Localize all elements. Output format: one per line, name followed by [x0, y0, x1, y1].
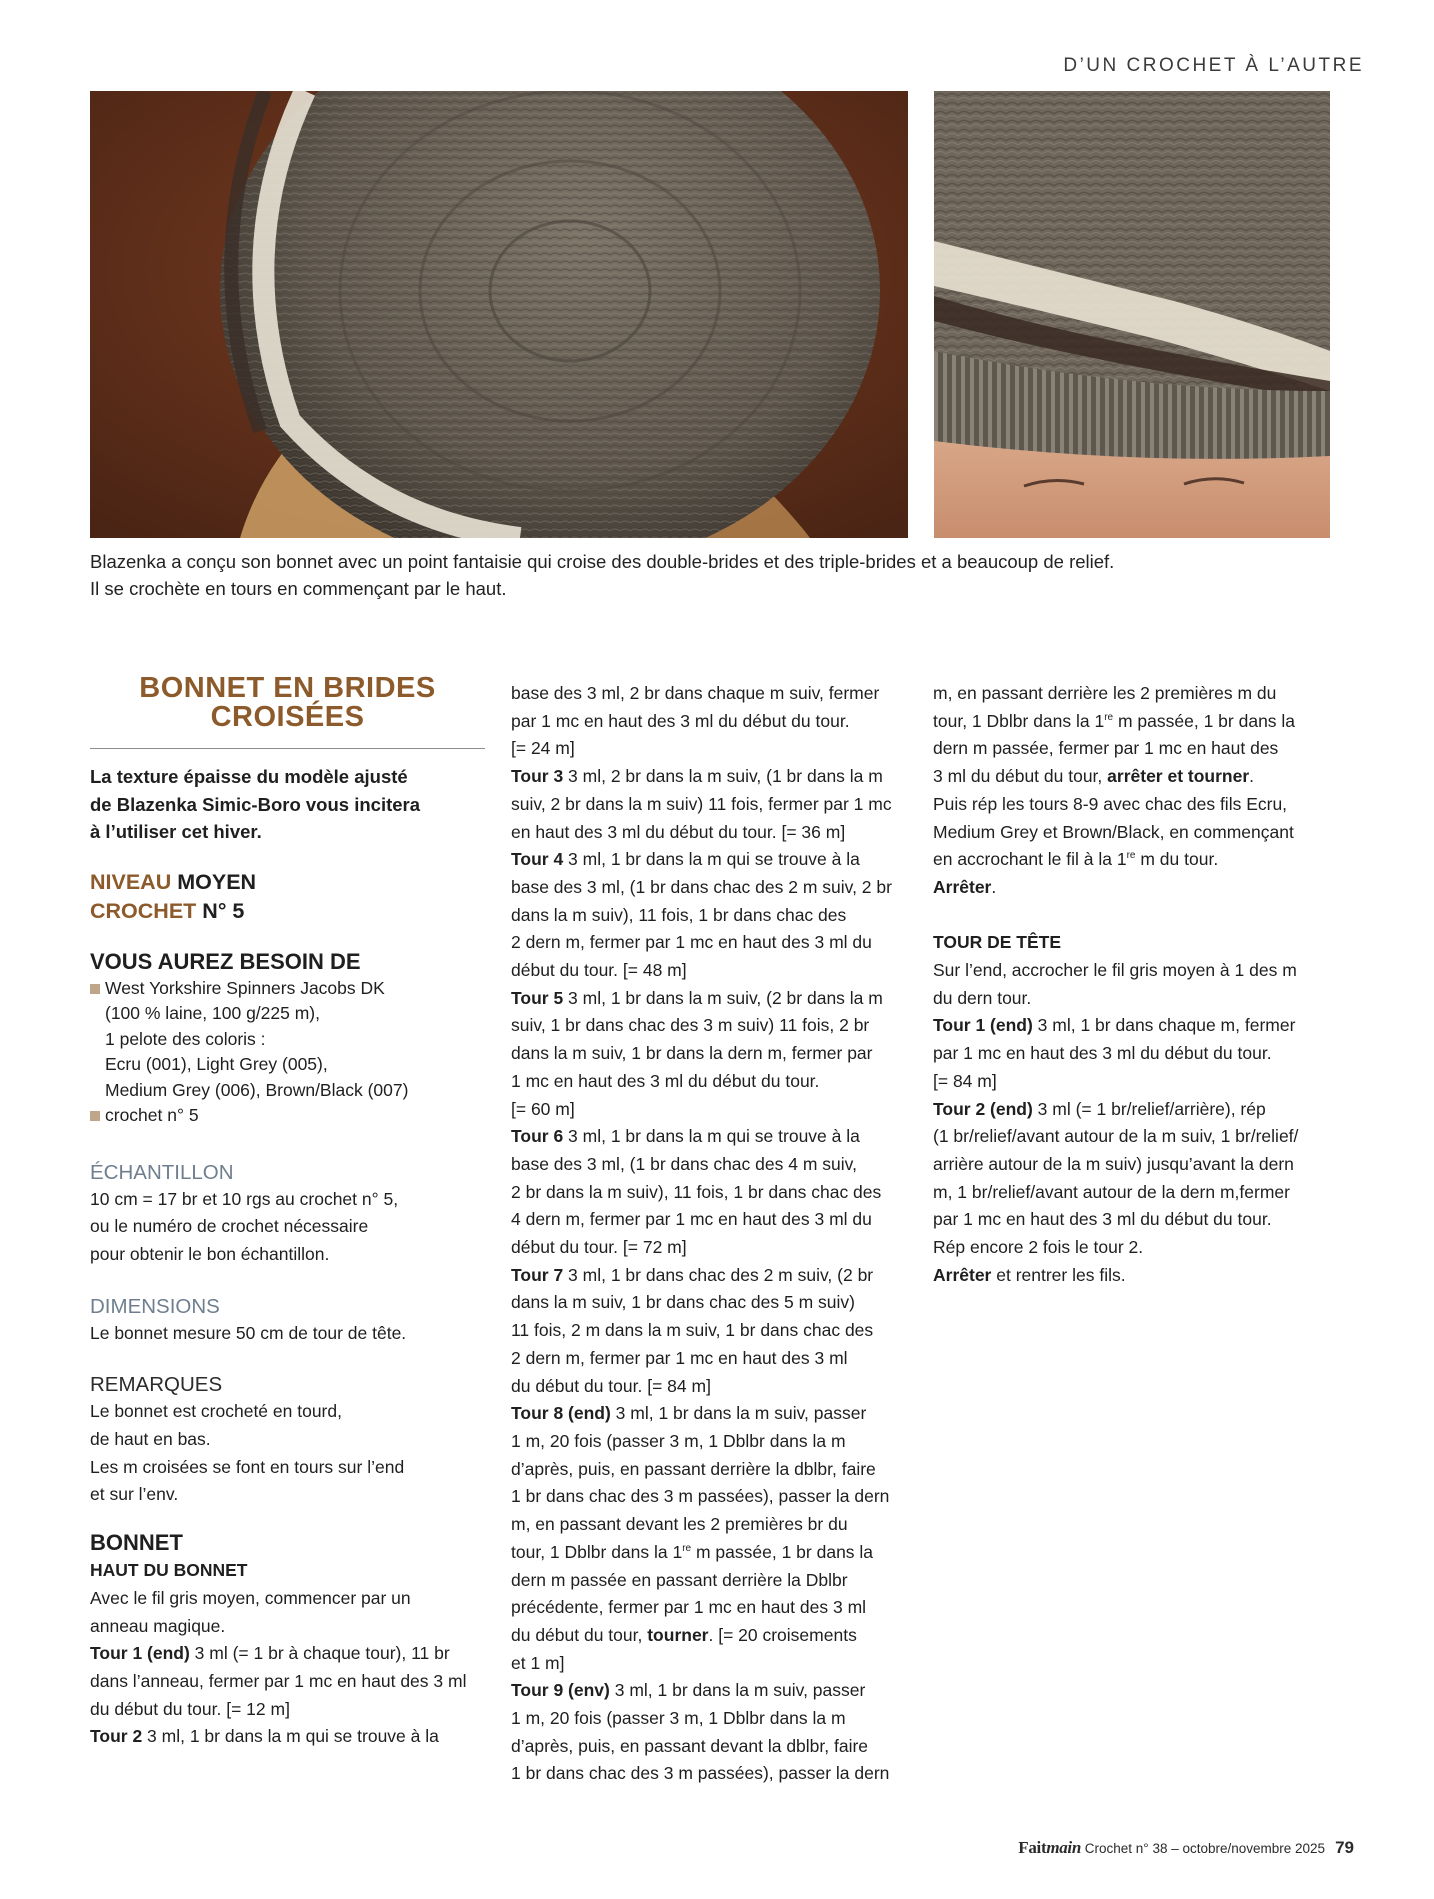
body-line: d’après, puis, en passant derrière la dblbr, faire	[511, 1458, 876, 1479]
text-part: m du tour.	[1135, 849, 1219, 870]
round-text: 3 ml, 1 br dans la m suiv, (2 br dans la m	[563, 987, 883, 1008]
body-line: dern m passée, fermer par 1 mc en haut des	[933, 738, 1279, 759]
bold-instruction: arrêter et tourner	[1107, 766, 1250, 787]
issue-info: Crochet n° 38 – octobre/novembre 2025	[1081, 1841, 1326, 1856]
body-line: du dern tour.	[933, 987, 1032, 1008]
body-line: (1 br/relief/avant autour de la m suiv, 1 br/relief/	[933, 1126, 1299, 1147]
round-text: 3 ml, 2 br dans la m suiv, (1 br dans la m	[563, 766, 883, 787]
round-7-line	[511, 1262, 908, 1290]
materials-line: 1 pelote des coloris :	[105, 1028, 266, 1049]
caption-line: Blazenka a conçu son bonnet avec un point fantaisie qui croise des double-brides et des triple-brides et a beaucoup de relief.	[90, 551, 1115, 572]
superscript: re	[1104, 711, 1114, 723]
body-line: 11 fois, 2 m dans la m suiv, 1 br dans chac des	[511, 1320, 874, 1341]
body-line: 1 mc en haut des 3 ml du début du tour.	[511, 1070, 820, 1091]
body-line: 1 br dans chac des 3 m passées), passer la dern	[511, 1486, 890, 1507]
round-label: Tour 7	[511, 1264, 564, 1285]
text-part: et rentrer les fils.	[991, 1264, 1126, 1285]
body-line: anneau magique.	[90, 1615, 226, 1636]
body-line: arrière autour de la m suiv) jusqu’avant la dern	[933, 1153, 1294, 1174]
top-section-body	[90, 1585, 485, 1751]
text-part: tour, 1 Dblbr dans la 1	[511, 1541, 683, 1562]
body-line: par 1 mc en haut des 3 ml du début du tour.	[933, 1043, 1272, 1064]
body-line: dans la m suiv), 11 fois, 1 br dans chac des	[511, 904, 847, 925]
materials-line: crochet n° 5	[105, 1105, 199, 1125]
intro-text	[90, 763, 485, 846]
body-line	[933, 708, 1333, 736]
round-label: Tour 2	[90, 1726, 143, 1747]
remarks-heading: REMARQUES	[90, 1373, 223, 1397]
level-label: NIVEAU	[90, 869, 172, 894]
body-line	[511, 1539, 908, 1567]
body-line: par 1 mc en haut des 3 ml du début du tour.	[933, 1209, 1272, 1230]
body-line: Puis rép les tours 8-9 avec chac des fils Ecru,	[933, 793, 1288, 814]
gauge-line: ou le numéro de crochet nécessaire	[90, 1216, 369, 1237]
intro-line: à l’utiliser cet hiver.	[90, 821, 262, 842]
body-line: base des 3 ml, (1 br dans chac des 2 m suiv, 2 br	[511, 876, 892, 897]
gauge-body	[90, 1186, 485, 1269]
bonnet-heading: BONNET	[90, 1530, 183, 1556]
text-part: .	[991, 876, 997, 897]
body-line: m, en passant derrière les 2 premières m du	[933, 683, 1277, 703]
body-line: 2 dern m, fermer par 1 mc en haut des 3 ml du	[511, 932, 872, 953]
remarks-line: et sur l’env.	[90, 1484, 179, 1505]
remarks-line: de haut en bas.	[90, 1429, 211, 1450]
gauge-line: 10 cm = 17 br et 10 rgs au crochet n° 5,	[90, 1188, 399, 1209]
body-line	[933, 1262, 1333, 1290]
round-label: Tour 6	[511, 1126, 564, 1147]
gauge-heading: ÉCHANTILLON	[90, 1160, 234, 1184]
gauge-line: pour obtenir le bon échantillon.	[90, 1243, 330, 1264]
superscript: re	[682, 1542, 692, 1554]
round-text: 3 ml, 1 br dans la m qui se trouve à la	[563, 849, 860, 870]
round-6-line	[511, 1123, 908, 1151]
title-divider	[90, 748, 485, 749]
section-header: D’UN CROCHET À L’AUTRE	[1063, 55, 1364, 76]
dimensions-body: Le bonnet mesure 50 cm de tour de tête.	[90, 1322, 407, 1343]
text-part: en accrochant le fil à la 1	[933, 849, 1127, 870]
round-label: Tour 1 (end)	[933, 1015, 1033, 1036]
body-line: suiv, 1 br dans chac des 3 m suiv) 11 fois, 2 br	[511, 1015, 870, 1036]
materials-line: Ecru (001), Light Grey (005),	[105, 1054, 328, 1074]
body-line	[933, 874, 1333, 902]
text-part: .	[1249, 766, 1255, 787]
head-band-heading: TOUR DE TÊTE	[933, 932, 1062, 953]
round-text: 3 ml, 1 br dans la m suiv, passer	[610, 1403, 867, 1424]
round-text: 3 ml (= 1 br à chaque tour), 11 br	[189, 1643, 450, 1664]
body-line: [= 24 m]	[511, 738, 575, 759]
pattern-title	[90, 674, 485, 732]
title-line: BONNET EN BRIDES	[139, 672, 436, 704]
materials-line: (100 % laine, 100 g/225 m),	[105, 1003, 320, 1023]
hat-model-image	[934, 91, 1330, 538]
round-5-line	[511, 985, 908, 1013]
body-line: [= 84 m]	[933, 1070, 997, 1091]
bold-instruction: Arrêter	[933, 876, 992, 897]
remarks-body	[90, 1398, 485, 1509]
dimensions-heading: DIMENSIONS	[90, 1294, 220, 1318]
round-label: Tour 9 (env)	[511, 1680, 610, 1701]
body-line: début du tour. [= 48 m]	[511, 960, 687, 981]
round-label: Tour 3	[511, 766, 564, 787]
remarks-line: Les m croisées se font en tours sur l’end	[90, 1456, 405, 1477]
hat-model-photo	[934, 91, 1330, 538]
body-line: par 1 mc en haut des 3 ml du début du tour.	[511, 710, 850, 731]
level-value: MOYEN	[177, 869, 257, 894]
round-label: Tour 2 (end)	[933, 1098, 1033, 1119]
body-line: 1 m, 20 fois (passer 3 m, 1 Dblbr dans la m	[511, 1430, 846, 1451]
round-text: 3 ml, 1 br dans la m qui se trouve à la	[563, 1126, 860, 1147]
body-line	[933, 763, 1333, 791]
round-text: 3 ml, 1 br dans chac des 2 m suiv, (2 br	[563, 1264, 874, 1285]
body-line: 1 m, 20 fois (passer 3 m, 1 Dblbr dans la m	[511, 1708, 846, 1729]
page-footer	[1018, 1838, 1354, 1858]
text-part: m passée, 1 br dans la	[691, 1541, 874, 1562]
band-round-1-line	[933, 1012, 1333, 1040]
body-line: Avec le fil gris moyen, commencer par un	[90, 1587, 411, 1608]
body-line: 4 dern m, fermer par 1 mc en haut des 3 ml du	[511, 1209, 872, 1230]
materials-heading: VOUS AUREZ BESOIN DE	[90, 948, 361, 974]
round-4-line	[511, 846, 908, 874]
materials-list	[90, 976, 485, 1129]
round-9-line	[511, 1677, 908, 1705]
hook-label: CROCHET	[90, 898, 197, 923]
photo-caption	[90, 548, 1350, 602]
bullet-square-icon	[90, 984, 100, 994]
bullet-square-icon	[90, 1111, 100, 1121]
magazine-logo	[1018, 1838, 1081, 1857]
remarks-line: Le bonnet est crocheté en tourd,	[90, 1401, 342, 1422]
text-part: 3 ml du début du tour,	[933, 766, 1108, 787]
hook-line	[90, 897, 485, 926]
text-part: . [= 20 croisements	[708, 1624, 857, 1645]
column-2	[511, 680, 908, 1788]
round-label: Tour 5	[511, 987, 564, 1008]
text-part: du début du tour,	[511, 1624, 648, 1645]
body-line: 2 br dans la m suiv), 11 fois, 1 br dans chac des	[511, 1181, 882, 1202]
top-section-heading: HAUT DU BONNET	[90, 1560, 248, 1581]
level-line	[90, 868, 485, 897]
body-line: précédente, fermer par 1 mc en haut des 3 ml	[511, 1597, 867, 1618]
hat-top-photo	[90, 91, 908, 538]
round-2-line	[90, 1723, 485, 1751]
intro-line: de Blazenka Simic-Boro vous incitera	[90, 793, 421, 815]
body-line: base des 3 ml, 2 br dans chaque m suiv, fermer	[511, 683, 880, 703]
body-line: Sur l’end, accrocher le fil gris moyen à 1 des m	[933, 960, 1297, 981]
round-text: 3 ml, 1 br dans la m suiv, passer	[609, 1680, 866, 1701]
logo-part: Fait	[1018, 1838, 1047, 1857]
body-line: [= 60 m]	[511, 1098, 575, 1119]
intro-line: La texture épaisse du modèle ajusté	[90, 766, 408, 787]
round-text: 3 ml, 1 br dans chaque m, fermer	[1032, 1015, 1296, 1036]
body-line: m, en passant devant les 2 premières br du	[511, 1514, 848, 1535]
materials-item	[90, 1103, 485, 1129]
body-line: Rép encore 2 fois le tour 2.	[933, 1237, 1144, 1258]
superscript: re	[1126, 850, 1136, 862]
column-1	[90, 674, 485, 1751]
materials-line: West Yorkshire Spinners Jacobs DK	[105, 977, 385, 998]
title-line: CROISÉES	[210, 701, 365, 733]
body-line: du début du tour. [= 12 m]	[90, 1698, 290, 1719]
hook-value: N° 5	[202, 898, 245, 923]
hat-top-image	[90, 91, 908, 538]
column-3	[933, 680, 1333, 1289]
body-line: en haut des 3 ml du début du tour. [= 36 m]	[511, 821, 846, 842]
spacer	[933, 902, 1333, 930]
round-label: Tour 1 (end)	[90, 1643, 190, 1664]
body-line: Medium Grey et Brown/Black, en commençant	[933, 821, 1294, 842]
body-line	[511, 1622, 908, 1650]
body-line	[933, 846, 1333, 874]
body-line: 2 dern m, fermer par 1 mc en haut des 3 ml	[511, 1347, 848, 1368]
body-line: base des 3 ml, (1 br dans chac des 4 m suiv,	[511, 1153, 857, 1174]
body-line: dern m passée en passant derrière la Dblbr	[511, 1569, 848, 1590]
logo-part: main	[1046, 1838, 1082, 1857]
round-1-line	[90, 1640, 485, 1668]
round-label: Tour 4	[511, 849, 564, 870]
body-line: 1 br dans chac des 3 m passées), passer la dern	[511, 1763, 890, 1784]
materials-item	[90, 976, 485, 1104]
round-text: 3 ml (= 1 br/relief/arrière), rép	[1032, 1098, 1266, 1119]
bold-instruction: tourner	[647, 1624, 709, 1645]
caption-line: Il se crochète en tours en commençant par le haut.	[90, 578, 507, 599]
body-line: d’après, puis, en passant devant la dblbr, faire	[511, 1735, 869, 1756]
round-8-line	[511, 1400, 908, 1428]
band-round-2-line	[933, 1096, 1333, 1124]
body-line: dans la m suiv, 1 br dans chac des 5 m suiv)	[511, 1292, 855, 1313]
body-line: début du tour. [= 72 m]	[511, 1237, 687, 1258]
body-line: suiv, 2 br dans la m suiv) 11 fois, fermer par 1 mc	[511, 793, 892, 814]
difficulty-info	[90, 868, 485, 926]
round-text: 3 ml, 1 br dans la m qui se trouve à la	[142, 1726, 439, 1747]
body-line: et 1 m]	[511, 1652, 565, 1673]
round-3-line	[511, 763, 908, 791]
body-line: du début du tour. [= 84 m]	[511, 1375, 711, 1396]
materials-line: Medium Grey (006), Brown/Black (007)	[105, 1079, 409, 1100]
page-number: 79	[1335, 1838, 1354, 1857]
body-line: dans la m suiv, 1 br dans la dern m, fermer par	[511, 1043, 873, 1064]
body-line: m, 1 br/relief/avant autour de la dern m,fermer	[933, 1181, 1290, 1202]
round-label: Tour 8 (end)	[511, 1403, 611, 1424]
bold-instruction: Arrêter	[933, 1264, 992, 1285]
text-part: m passée, 1 br dans la	[1113, 710, 1296, 731]
text-part: tour, 1 Dblbr dans la 1	[933, 710, 1105, 731]
body-line: dans l’anneau, fermer par 1 mc en haut des 3 ml	[90, 1670, 467, 1691]
